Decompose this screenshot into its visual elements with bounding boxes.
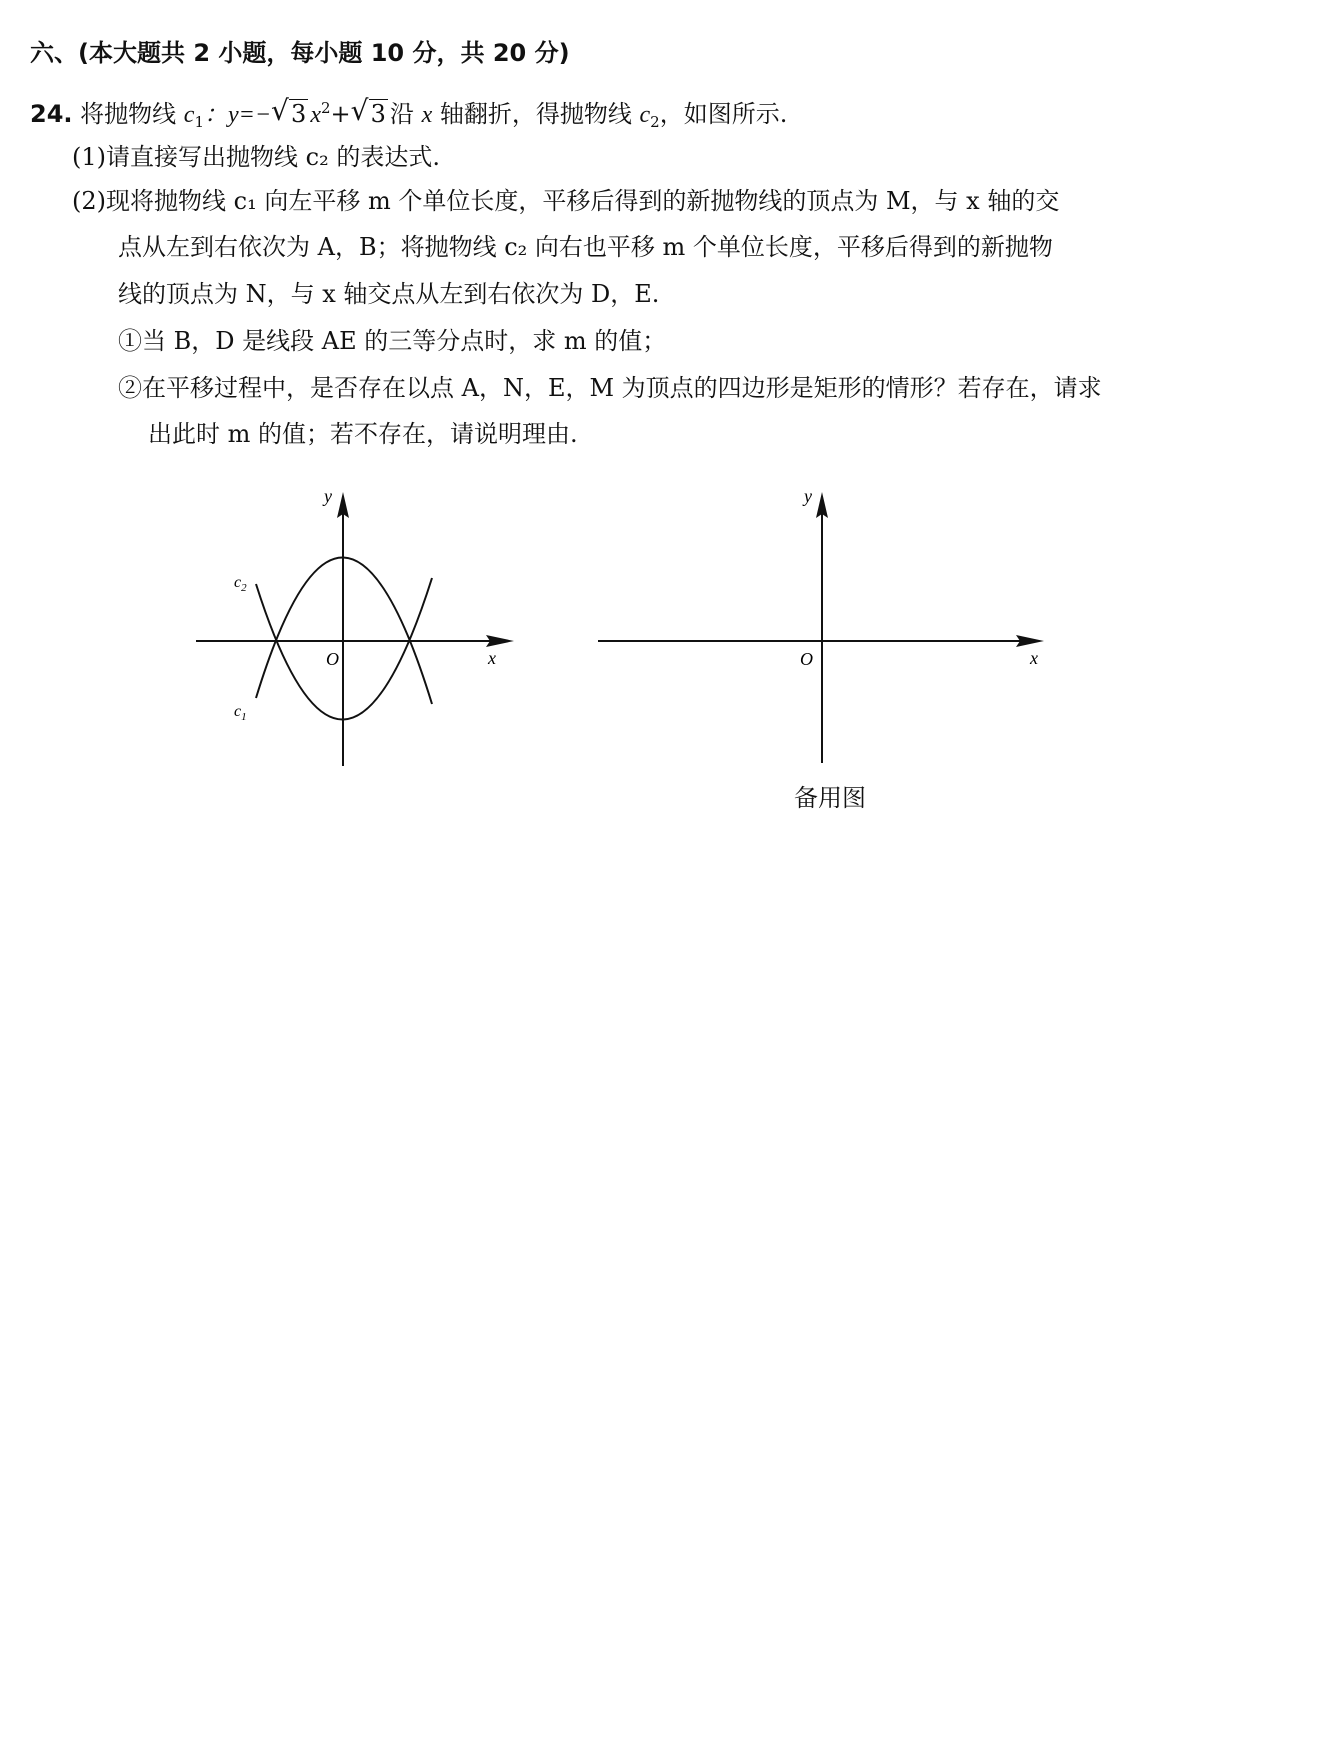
origin-label: O [800, 649, 813, 669]
x-axis-arrow [1016, 635, 1044, 647]
square-exponent: 2 [320, 99, 331, 117]
c1-label: $c_1$ [234, 703, 247, 723]
statement-part: 将抛物线 [80, 100, 177, 128]
subquestion-1: ①当 B，D 是线段 AE 的三等分点时，求 m 的值； [118, 327, 667, 355]
parabola-figure [190, 480, 530, 780]
question-2-line-2: 点从左到右依次为 A，B；将抛物线 c₂ 向右也平移 m 个单位长度，平移后得到的新抛物 [118, 233, 1053, 261]
problem-statement [30, 93, 787, 137]
y-label: y [324, 486, 332, 506]
x-variable: x [310, 102, 321, 128]
statement-part: ，如图所示. [659, 100, 788, 128]
c1-subscript: 1 [194, 113, 204, 131]
x-axis-arrow [486, 635, 514, 647]
statement-part: 沿 [389, 100, 414, 128]
question-2-line-1: (2)现将抛物线 c₁ 向左平移 m 个单位长度，平移后得到的新抛物线的顶点为 M，与 x 轴的交 [72, 187, 1060, 215]
sqrt-three-2: √ 3 [350, 94, 386, 128]
y-label: y [804, 486, 812, 506]
x-label: x [488, 648, 496, 668]
subquestion-2-line-2: 出此时 m 的值；若不存在，请说明理由. [148, 420, 578, 448]
problem-number: 24. [30, 100, 73, 128]
section-heading: 六、(本大题共 2 小题，每小题 10 分，共 20 分) [30, 39, 570, 67]
origin-label: O [326, 649, 339, 669]
backup-figure [590, 480, 1060, 780]
c2-symbol: c [639, 102, 651, 128]
x-variable: x [421, 102, 433, 128]
equation-part: ：y=− [204, 102, 272, 128]
plus-sign: + [330, 100, 351, 128]
backup-figure-caption: 备用图 [794, 784, 866, 812]
statement-part: 轴翻折，得抛物线 [439, 100, 632, 128]
c2-label: $c_2$ [234, 574, 247, 594]
sqrt-three: √ 3 [271, 94, 307, 128]
subquestion-2-line-1: ②在平移过程中，是否存在以点 A，N，E，M 为顶点的四边形是矩形的情形？若存在，请求 [118, 374, 1102, 402]
question-1: (1)请直接写出抛物线 c₂ 的表达式. [72, 143, 440, 171]
c1-symbol: c [183, 102, 195, 128]
question-2-line-3: 线的顶点为 N，与 x 轴交点从左到右依次为 D，E. [118, 280, 660, 308]
x-label: x [1030, 648, 1038, 668]
c2-subscript: 2 [650, 113, 660, 131]
